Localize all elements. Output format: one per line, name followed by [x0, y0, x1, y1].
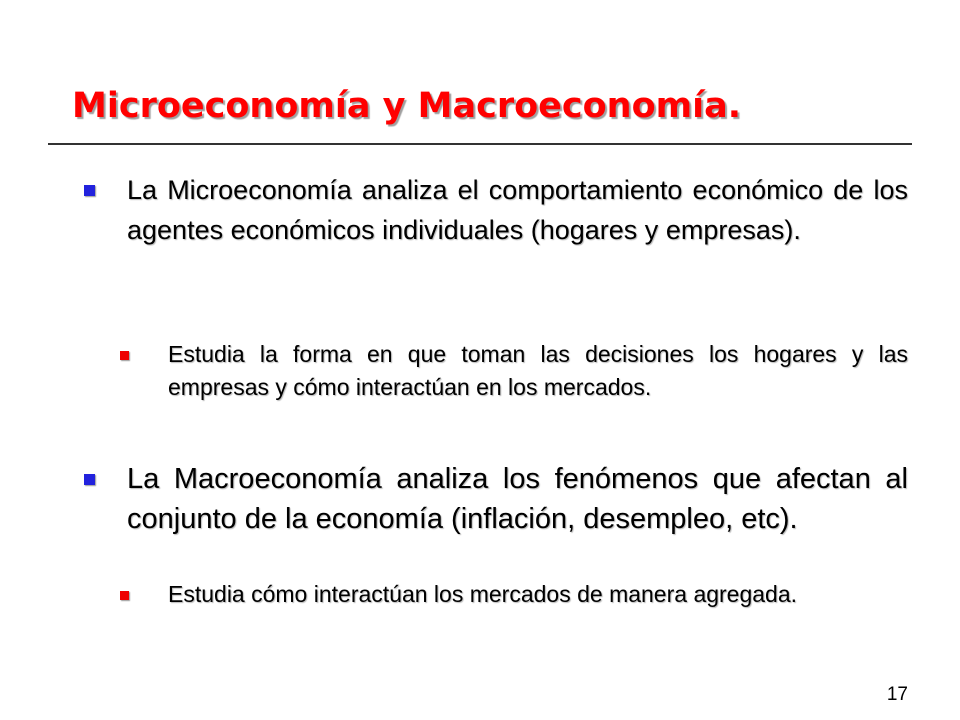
slide-title: Microeconomía y Macroeconomía.: [72, 86, 742, 126]
bullet-microeconomia: [84, 170, 908, 250]
sub-bullet-microeconomia: [120, 338, 908, 404]
sub-bullet-macroeconomia: [120, 578, 908, 611]
square-bullet-icon: [84, 474, 95, 485]
sub-bullet-text: Estudia la forma en que toman las decisiones los hogares y las empresas y cómo interactúan en los mercados.: [168, 341, 908, 400]
square-bullet-icon: [84, 185, 95, 196]
square-bullet-icon: [120, 351, 129, 360]
bullet-text: La Macroeconomía analiza los fenómenos que afectan al conjunto de la economía (inflación, desempleo, etc).: [127, 463, 908, 535]
title-divider: [48, 143, 912, 145]
bullet-text: La Microeconomía analiza el comportamiento económico de los agentes económicos individuales (hogares y empresas).: [127, 175, 908, 245]
bullet-macroeconomia: [84, 459, 908, 539]
square-bullet-icon: [120, 591, 129, 600]
page-number: 17: [886, 684, 908, 705]
sub-bullet-text: Estudia cómo interactúan los mercados de manera agregada.: [168, 581, 798, 607]
